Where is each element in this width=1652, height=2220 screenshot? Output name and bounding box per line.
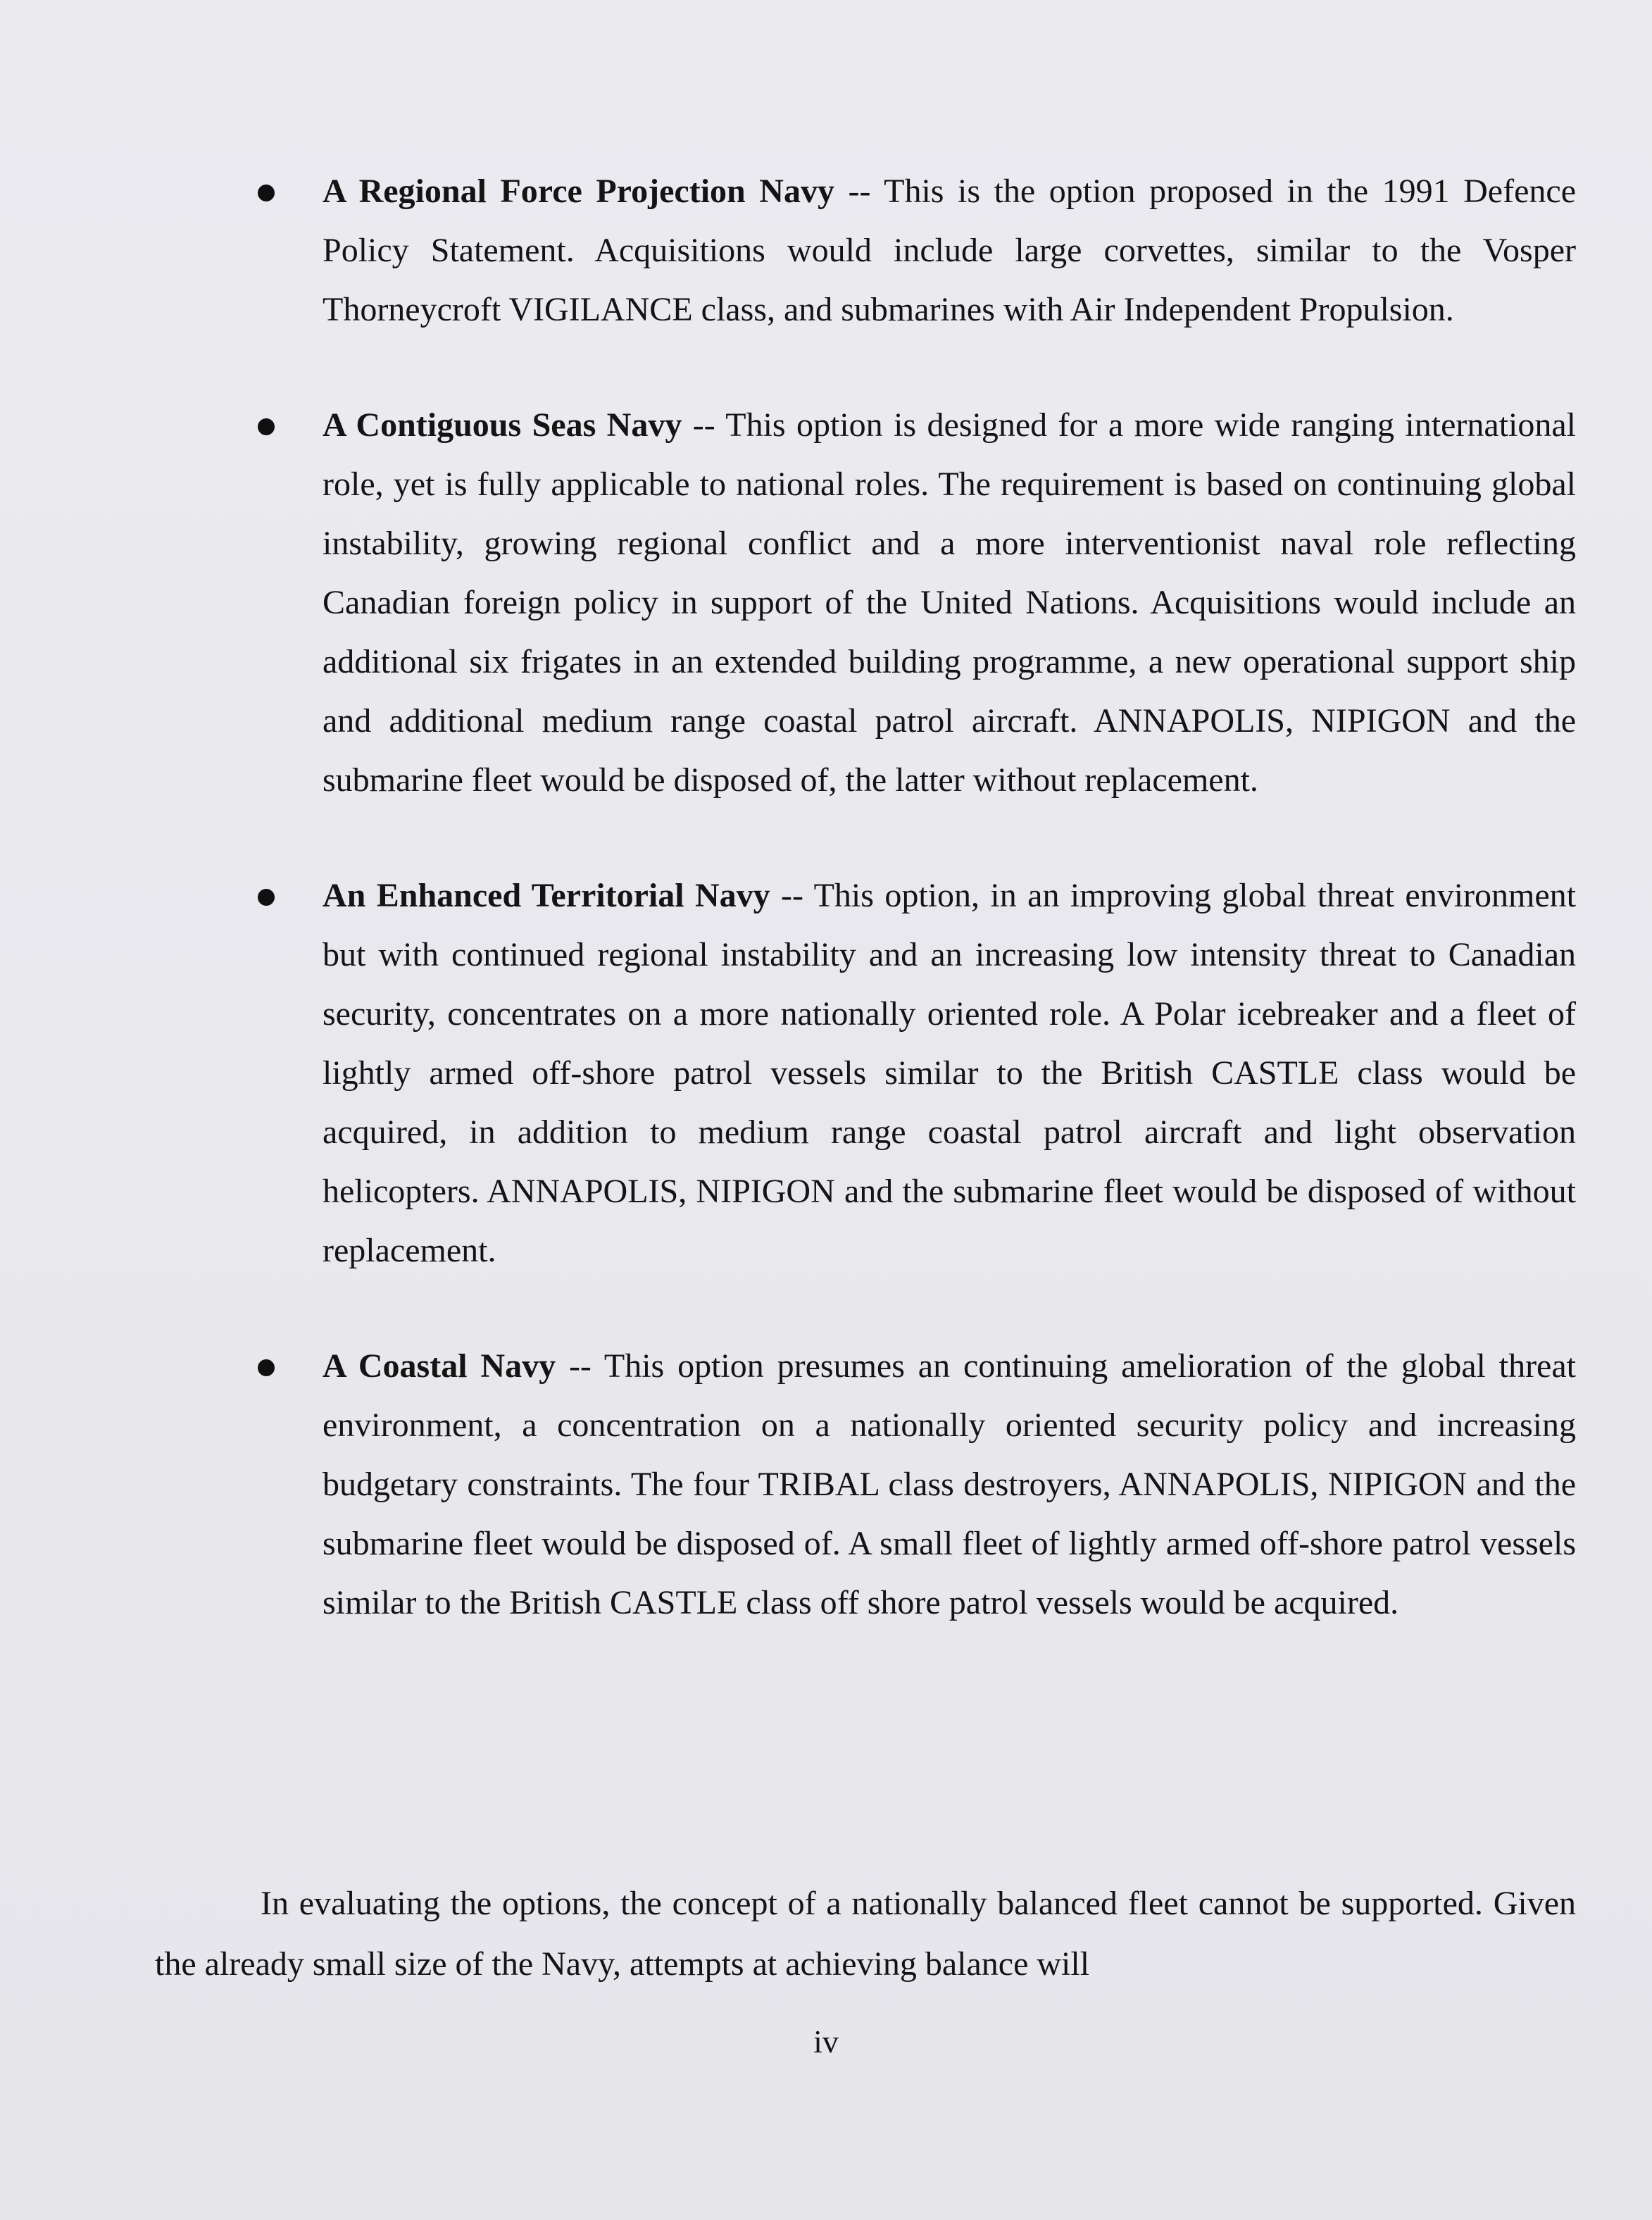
page-number: iv (813, 2023, 839, 2059)
option-title: A Coastal Navy (323, 1347, 556, 1385)
option-enhanced-territorial-navy (252, 866, 1576, 1280)
option-text: -- This is the option proposed in the 1991 Defence Policy Statement. Acquisitions would include large corvettes, similar to the Vosper Thorneycroft VIGILANCE class, and submarines with Air Independent Propulsion. (323, 173, 1577, 328)
bullet-icon (258, 889, 275, 906)
bullet-icon (258, 185, 275, 201)
options-list (252, 162, 1576, 1689)
option-coastal-navy (252, 1337, 1576, 1633)
option-title: An Enhanced Territorial Navy (323, 877, 770, 914)
option-text: -- This option is designed for a more wide ranging international role, yet is fully applicable to national roles. The requirement is based on continuing global instability, growing regional conflict and a more interventionist naval role reflecting Canadian foreign policy in support of the United Nations. Acquisitions would include an additional six frigates in an extended building programme, a new operational support ship and additional medium range coastal patrol aircraft. ANNAPOLIS, NIPIGON and the submarine fleet would be disposed of, the latter without replacement. (323, 406, 1577, 799)
option-title: A Regional Force Projection Navy (323, 173, 834, 210)
option-contiguous-seas-navy (252, 396, 1576, 810)
option-regional-force-projection-navy (252, 162, 1576, 339)
bullet-icon (258, 418, 275, 435)
option-title: A Contiguous Seas Navy (323, 406, 682, 444)
option-text: -- This option, in an improving global threat environment but with continued regional instability and an increasing low intensity threat to Canadian security, concentrates on a more nationally oriented role. A Polar icebreaker and a fleet of lightly armed off-shore patrol vessels similar to the British CASTLE class would be acquired, in addition to medium range coastal patrol aircraft and light observation helicopters. ANNAPOLIS, NIPIGON and the submarine fleet would be disposed of without replacement. (323, 877, 1576, 1269)
bullet-icon (258, 1359, 275, 1376)
closing-paragraph: In evaluating the options, the concept of a nationally balanced fleet cannot be supported. Given the already small size of the Navy, attempts at achieving balance will (155, 1885, 1576, 1983)
option-text: -- This option presumes an continuing amelioration of the global threat environment, a concentration on a nationally oriented security policy and increasing budgetary constraints. The four TRIBAL class destroyers, ANNAPOLIS, NIPIGON and the submarine fleet would be disposed of. A small fleet of lightly armed off-shore patrol vessels similar to the British CASTLE class off shore patrol vessels would be acquired. (323, 1347, 1577, 1621)
